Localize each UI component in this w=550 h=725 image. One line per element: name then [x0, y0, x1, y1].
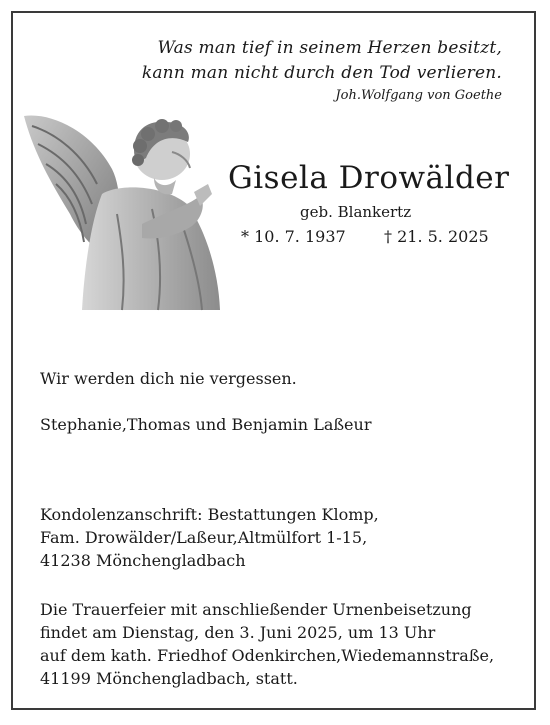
- praying-angel-icon: [22, 114, 222, 314]
- birth-name: geb. Blankertz: [300, 203, 412, 221]
- condolence-line: Kondolenzanschrift: Bestattungen Klomp,: [40, 505, 379, 524]
- funeral-line: Die Trauerfeier mit anschließender Urnenbeisetzung: [40, 600, 472, 619]
- mourners-names: Stephanie,Thomas und Benjamin Laßeur: [40, 415, 372, 434]
- quote-line: Was man tief in seinem Herzen besitzt,: [157, 38, 502, 58]
- condolence-line: Fam. Drowälder/Laßeur,Altmülfort 1-15,: [40, 528, 368, 547]
- farewell-message: Wir werden dich nie vergessen.: [40, 369, 297, 388]
- quote-line: kann man nicht durch den Tod verlieren.: [141, 63, 502, 83]
- condolence-line: 41238 Mönchengladbach: [40, 551, 246, 570]
- condolence-address: [40, 503, 379, 572]
- quote-author: Joh.Wolfgang von Goethe: [335, 88, 502, 103]
- funeral-line: 41199 Mönchengladbach, statt.: [40, 669, 298, 688]
- birth-date: * 10. 7. 1937: [241, 227, 346, 246]
- funeral-line: auf dem kath. Friedhof Odenkirchen,Wiedemannstraße,: [40, 646, 495, 665]
- quote: [142, 36, 502, 86]
- death-date: † 21. 5. 2025: [384, 227, 489, 246]
- funeral-info: [40, 598, 494, 690]
- funeral-line: findet am Dienstag, den 3. Juni 2025, um 13 Uhr: [40, 623, 436, 642]
- deceased-name: Gisela Drowälder: [228, 160, 510, 196]
